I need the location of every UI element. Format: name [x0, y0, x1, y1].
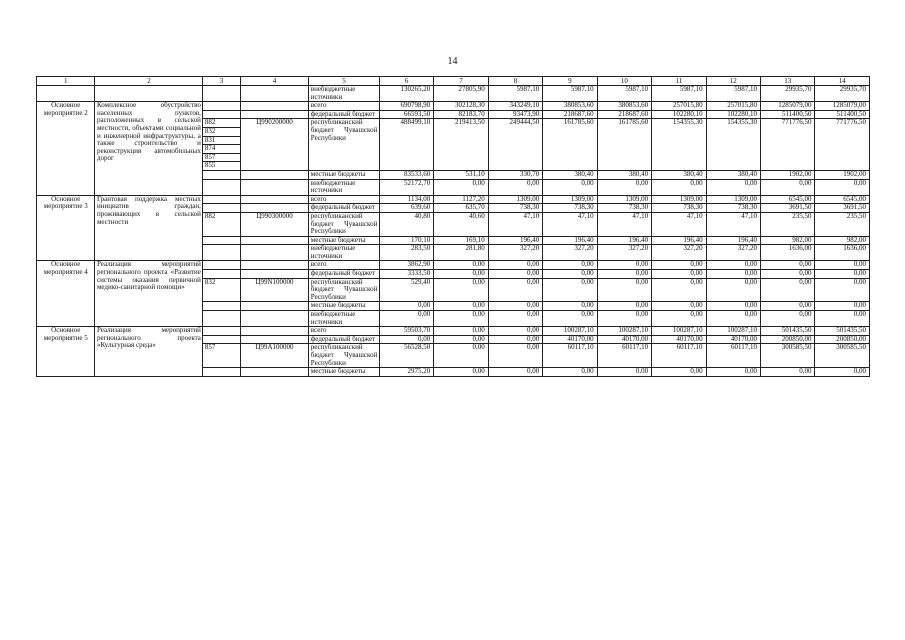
value-cell: 60117,10: [597, 344, 651, 368]
value-cell: 47,10: [488, 212, 542, 236]
activity-description: Комплексное обустройство населенных пунктов, расположенных в сельской местности, объектами социальной и инженерной инфраструктуры, а также строительство и реконструкция автомобильных дорог: [95, 102, 203, 196]
value-cell: 0,00: [761, 270, 815, 279]
source-cell: внебюджетные источники: [309, 245, 380, 261]
value-cell: 1309,00: [652, 195, 706, 204]
value-cell: 1636,00: [761, 245, 815, 261]
value-cell: 0,00: [434, 261, 488, 270]
value-cell: 29935,70: [761, 86, 815, 102]
empty-cell: [203, 261, 240, 270]
value-cell: 0,00: [379, 302, 433, 311]
activity-description: Реализация мероприятий регионального проекта «Культурная среда»: [95, 327, 203, 377]
value-cell: 0,00: [815, 278, 870, 302]
source-cell: республиканский бюджет Чувашской Республики: [309, 119, 380, 171]
value-cell: 40170,00: [543, 335, 597, 344]
value-cell: 40170,00: [597, 335, 651, 344]
header-cell: 10: [597, 77, 651, 86]
value-cell: 82183,70: [434, 110, 488, 119]
value-cell: 196,40: [597, 236, 651, 245]
value-cell: 0,00: [597, 278, 651, 302]
source-cell: всего: [309, 261, 380, 270]
grbs-code: 882: [204, 212, 216, 220]
value-cell: 982,00: [761, 236, 815, 245]
value-cell: 0,00: [379, 311, 433, 327]
source-cell: всего: [309, 102, 380, 111]
empty-cell: [203, 179, 240, 195]
value-cell: 100287,10: [706, 327, 760, 336]
value-cell: 0,00: [706, 302, 760, 311]
value-cell: 257015,80: [706, 102, 760, 111]
header-cell: 2: [95, 77, 203, 86]
value-cell: 0,00: [761, 278, 815, 302]
empty-cell: [203, 204, 240, 213]
activity-description: Грантовая поддержка местных инициатив граждан, проживающих в сельской местности: [95, 195, 203, 261]
budget-code: Ц99А100000: [240, 344, 309, 368]
value-cell: 130265,20: [379, 86, 433, 102]
value-cell: 738,30: [706, 204, 760, 213]
value-cell: 60117,10: [706, 344, 760, 368]
source-cell: местные бюджеты: [309, 302, 380, 311]
header-cell: 3: [203, 77, 240, 86]
source-cell: местные бюджеты: [309, 170, 380, 179]
value-cell: 501435,50: [761, 327, 815, 336]
budget-code: Ц990300000: [240, 212, 309, 236]
empty-cell: [203, 110, 240, 119]
activity-description: Реализация мероприятий регионального проекта «Развитие системы оказания первичной медико-санитарной помощи»: [95, 261, 203, 327]
value-cell: 0,00: [761, 311, 815, 327]
value-cell: 2975,20: [379, 368, 433, 377]
table-row: [37, 195, 870, 204]
value-cell: 0,00: [652, 270, 706, 279]
value-cell: 83533,60: [379, 170, 433, 179]
header-cell: 7: [434, 77, 488, 86]
grbs-cell: [203, 212, 240, 236]
value-cell: 771776,50: [761, 119, 815, 171]
value-cell: 100287,10: [597, 327, 651, 336]
value-cell: 249444,50: [488, 119, 542, 171]
value-cell: 1309,00: [706, 195, 760, 204]
value-cell: 0,00: [434, 311, 488, 327]
value-cell: 281,80: [434, 245, 488, 261]
value-cell: 327,20: [543, 245, 597, 261]
value-cell: 40170,00: [706, 335, 760, 344]
budget-code: Ц990200000: [240, 119, 309, 171]
grbs-code: 857: [204, 343, 216, 352]
value-cell: 0,00: [543, 311, 597, 327]
table-row: [37, 102, 870, 111]
empty-cell: [37, 86, 95, 102]
value-cell: 219413,50: [434, 119, 488, 171]
source-cell: внебюджетные источники: [309, 179, 380, 195]
value-cell: 27805,90: [434, 86, 488, 102]
value-cell: 1309,00: [488, 195, 542, 204]
empty-cell: [203, 236, 240, 245]
value-cell: 0,00: [543, 278, 597, 302]
empty-cell: [203, 311, 240, 327]
value-cell: 0,00: [488, 335, 542, 344]
value-cell: 982,00: [815, 236, 870, 245]
value-cell: 0,00: [761, 179, 815, 195]
value-cell: 0,00: [597, 270, 651, 279]
value-cell: 738,30: [597, 204, 651, 213]
value-cell: 102280,10: [652, 110, 706, 119]
value-cell: 60117,10: [543, 344, 597, 368]
value-cell: 0,00: [652, 311, 706, 327]
value-cell: 47,10: [543, 212, 597, 236]
value-cell: 0,00: [434, 179, 488, 195]
value-cell: 1127,20: [434, 195, 488, 204]
source-cell: федеральный бюджет: [309, 204, 380, 213]
empty-cell: [240, 261, 309, 270]
header-cell: 14: [815, 77, 870, 86]
value-cell: 47,10: [597, 212, 651, 236]
value-cell: 0,00: [488, 278, 542, 302]
grbs-code: 882: [203, 119, 239, 128]
value-cell: 5987,10: [543, 86, 597, 102]
empty-cell: [203, 270, 240, 279]
grbs-code: 832: [203, 128, 239, 137]
value-cell: 0,00: [488, 270, 542, 279]
value-cell: 47,10: [706, 212, 760, 236]
value-cell: 511400,50: [815, 110, 870, 119]
activity-name: Основное мероприятие 4: [37, 261, 95, 327]
value-cell: 0,00: [652, 179, 706, 195]
value-cell: 5987,10: [488, 86, 542, 102]
empty-cell: [240, 236, 309, 245]
value-cell: 0,00: [488, 302, 542, 311]
header-cell: 5: [309, 77, 380, 86]
value-cell: 531,10: [434, 170, 488, 179]
value-cell: 0,00: [815, 270, 870, 279]
value-cell: 0,00: [597, 311, 651, 327]
value-cell: 0,00: [815, 261, 870, 270]
empty-cell: [240, 245, 309, 261]
value-cell: 327,20: [652, 245, 706, 261]
value-cell: 0,00: [488, 368, 542, 377]
value-cell: 738,30: [488, 204, 542, 213]
value-cell: 170,10: [379, 236, 433, 245]
empty-cell: [203, 327, 240, 336]
grbs-cell: [203, 278, 240, 302]
value-cell: 771776,50: [815, 119, 870, 171]
value-cell: 5987,10: [652, 86, 706, 102]
grbs-code: 832: [204, 278, 216, 286]
empty-cell: [203, 86, 240, 102]
empty-cell: [203, 368, 240, 377]
value-cell: 0,00: [706, 270, 760, 279]
value-cell: 0,00: [488, 261, 542, 270]
value-cell: 635,70: [434, 204, 488, 213]
value-cell: 501435,50: [815, 327, 870, 336]
value-cell: 0,00: [815, 302, 870, 311]
source-cell: местные бюджеты: [309, 236, 380, 245]
header-cell: 8: [488, 77, 542, 86]
source-cell: внебюджетные источники: [309, 311, 380, 327]
header-cell: 13: [761, 77, 815, 86]
value-cell: 0,00: [543, 368, 597, 377]
value-cell: 327,20: [597, 245, 651, 261]
value-cell: 0,00: [434, 344, 488, 368]
empty-cell: [240, 179, 309, 195]
value-cell: 3862,90: [379, 261, 433, 270]
value-cell: 380,40: [652, 170, 706, 179]
table-row: [37, 261, 870, 270]
value-cell: 100287,10: [652, 327, 706, 336]
header-cell: 4: [240, 77, 309, 86]
value-cell: 3691,50: [761, 204, 815, 213]
value-cell: 196,40: [652, 236, 706, 245]
header-cell: 11: [652, 77, 706, 86]
value-cell: 0,00: [815, 368, 870, 377]
value-cell: 0,00: [543, 179, 597, 195]
activity-name: Основное мероприятие 5: [37, 327, 95, 377]
empty-cell: [240, 302, 309, 311]
header-cell: 12: [706, 77, 760, 86]
value-cell: 6545,00: [815, 195, 870, 204]
value-cell: 0,00: [543, 302, 597, 311]
value-cell: 47,10: [652, 212, 706, 236]
value-cell: 380853,60: [597, 102, 651, 111]
value-cell: 200850,00: [761, 335, 815, 344]
value-cell: 52172,70: [379, 179, 433, 195]
value-cell: 1902,00: [761, 170, 815, 179]
empty-cell: [240, 270, 309, 279]
value-cell: 0,00: [706, 261, 760, 270]
value-cell: 690798,90: [379, 102, 433, 111]
value-cell: 56528,50: [379, 344, 433, 368]
value-cell: 60117,10: [652, 344, 706, 368]
budget-table: [36, 76, 870, 377]
value-cell: 0,00: [652, 278, 706, 302]
value-cell: 218687,60: [597, 110, 651, 119]
value-cell: 6545,00: [761, 195, 815, 204]
value-cell: 0,00: [815, 311, 870, 327]
empty-cell: [240, 368, 309, 377]
empty-cell: [240, 110, 309, 119]
value-cell: 0,00: [434, 278, 488, 302]
value-cell: 0,00: [543, 270, 597, 279]
source-cell: федеральный бюджет: [309, 335, 380, 344]
source-cell: местные бюджеты: [309, 368, 380, 377]
value-cell: 235,50: [815, 212, 870, 236]
empty-cell: [240, 327, 309, 336]
empty-cell: [240, 204, 309, 213]
empty-cell: [240, 335, 309, 344]
value-cell: 0,00: [434, 302, 488, 311]
header-cell: 1: [37, 77, 95, 86]
value-cell: 0,00: [434, 327, 488, 336]
value-cell: 100287,10: [543, 327, 597, 336]
value-cell: 488499,10: [379, 119, 433, 171]
value-cell: 93473,90: [488, 110, 542, 119]
value-cell: 196,40: [488, 236, 542, 245]
value-cell: 0,00: [597, 261, 651, 270]
value-cell: 1309,00: [543, 195, 597, 204]
grbs-code: 855: [204, 161, 216, 170]
value-cell: 102280,10: [706, 110, 760, 119]
budget-code: Ц99N100000: [240, 278, 309, 302]
value-cell: 0,00: [434, 270, 488, 279]
empty-cell: [203, 102, 240, 111]
grbs-cell: [203, 119, 240, 171]
empty-cell: [240, 86, 309, 102]
empty-cell: [203, 302, 240, 311]
value-cell: 0,00: [488, 344, 542, 368]
value-cell: 0,00: [706, 311, 760, 327]
header-cell: 6: [379, 77, 433, 86]
value-cell: 257015,80: [652, 102, 706, 111]
value-cell: 0,00: [597, 368, 651, 377]
source-cell: внебюджетные источники: [309, 86, 380, 102]
value-cell: 196,40: [706, 236, 760, 245]
source-cell: федеральный бюджет: [309, 110, 380, 119]
value-cell: 380853,60: [543, 102, 597, 111]
value-cell: 66593,50: [379, 110, 433, 119]
grbs-code: 857: [203, 154, 239, 163]
value-cell: 235,50: [761, 212, 815, 236]
value-cell: 0,00: [815, 179, 870, 195]
value-cell: 3333,50: [379, 270, 433, 279]
value-cell: 0,00: [761, 368, 815, 377]
value-cell: 0,00: [488, 179, 542, 195]
activity-name: Основное мероприятие 3: [37, 195, 95, 261]
empty-cell: [240, 170, 309, 179]
value-cell: 1285079,00: [761, 102, 815, 111]
value-cell: 0,00: [434, 335, 488, 344]
value-cell: 1134,00: [379, 195, 433, 204]
value-cell: 200850,00: [815, 335, 870, 344]
value-cell: 59503,70: [379, 327, 433, 336]
source-cell: республиканский бюджет Чувашской Республики: [310, 278, 378, 301]
value-cell: 0,00: [434, 368, 488, 377]
value-cell: 330,70: [488, 170, 542, 179]
page-number: 14: [447, 56, 458, 67]
empty-cell: [240, 102, 309, 111]
value-cell: 161785,60: [543, 119, 597, 171]
value-cell: 1309,00: [597, 195, 651, 204]
header-row: [37, 77, 870, 86]
value-cell: 0,00: [761, 302, 815, 311]
value-cell: 0,00: [652, 261, 706, 270]
value-cell: 1285079,00: [815, 102, 870, 111]
value-cell: 300585,50: [761, 344, 815, 368]
source-cell: республиканский бюджет Чувашской Республики: [310, 343, 378, 367]
value-cell: 154355,30: [652, 119, 706, 171]
empty-cell: [203, 170, 240, 179]
value-cell: 738,30: [543, 204, 597, 213]
value-cell: 639,60: [379, 204, 433, 213]
grbs-cell: [203, 344, 240, 368]
value-cell: 327,20: [706, 245, 760, 261]
header-cell: 9: [543, 77, 597, 86]
value-cell: 738,30: [652, 204, 706, 213]
value-cell: 0,00: [597, 179, 651, 195]
value-cell: 161785,60: [597, 119, 651, 171]
value-cell: 40170,00: [652, 335, 706, 344]
table-row: [37, 327, 870, 336]
value-cell: 0,00: [652, 302, 706, 311]
source-cell: федеральный бюджет: [309, 270, 380, 279]
value-cell: 5987,10: [706, 86, 760, 102]
value-cell: 1902,00: [815, 170, 870, 179]
source-cell: всего: [309, 327, 380, 336]
value-cell: 0,00: [706, 278, 760, 302]
value-cell: 0,00: [652, 368, 706, 377]
value-cell: 0,00: [379, 335, 433, 344]
value-cell: 40,60: [434, 212, 488, 236]
source-cell: республиканский бюджет Чувашской Республики: [310, 212, 378, 236]
value-cell: 327,20: [488, 245, 542, 261]
value-cell: 196,40: [543, 236, 597, 245]
value-cell: 29935,70: [815, 86, 870, 102]
value-cell: 529,40: [379, 278, 433, 302]
value-cell: 169,10: [434, 236, 488, 245]
value-cell: 343249,10: [488, 102, 542, 111]
value-cell: 218687,60: [543, 110, 597, 119]
value-cell: 380,40: [706, 170, 760, 179]
value-cell: 1636,00: [815, 245, 870, 261]
value-cell: 0,00: [488, 327, 542, 336]
table-row: [37, 86, 870, 102]
value-cell: 0,00: [706, 179, 760, 195]
value-cell: 0,00: [488, 311, 542, 327]
value-cell: 283,50: [379, 245, 433, 261]
activity-name: Основное мероприятие 2: [37, 102, 95, 196]
grbs-code: 874: [203, 145, 239, 154]
value-cell: 380,40: [597, 170, 651, 179]
value-cell: 300585,50: [815, 344, 870, 368]
empty-cell: [240, 195, 309, 204]
value-cell: 5987,10: [597, 86, 651, 102]
value-cell: 380,40: [543, 170, 597, 179]
empty-cell: [203, 195, 240, 204]
value-cell: 154355,30: [706, 119, 760, 171]
grbs-code: 831: [203, 137, 239, 146]
value-cell: 0,00: [543, 261, 597, 270]
empty-cell: [203, 335, 240, 344]
empty-cell: [203, 245, 240, 261]
value-cell: 0,00: [761, 261, 815, 270]
empty-cell: [95, 86, 203, 102]
value-cell: 0,00: [706, 368, 760, 377]
value-cell: 40,80: [379, 212, 433, 236]
source-cell: всего: [309, 195, 380, 204]
value-cell: 0,00: [597, 302, 651, 311]
empty-cell: [240, 311, 309, 327]
value-cell: 302128,30: [434, 102, 488, 111]
value-cell: 3691,50: [815, 204, 870, 213]
value-cell: 511400,50: [761, 110, 815, 119]
